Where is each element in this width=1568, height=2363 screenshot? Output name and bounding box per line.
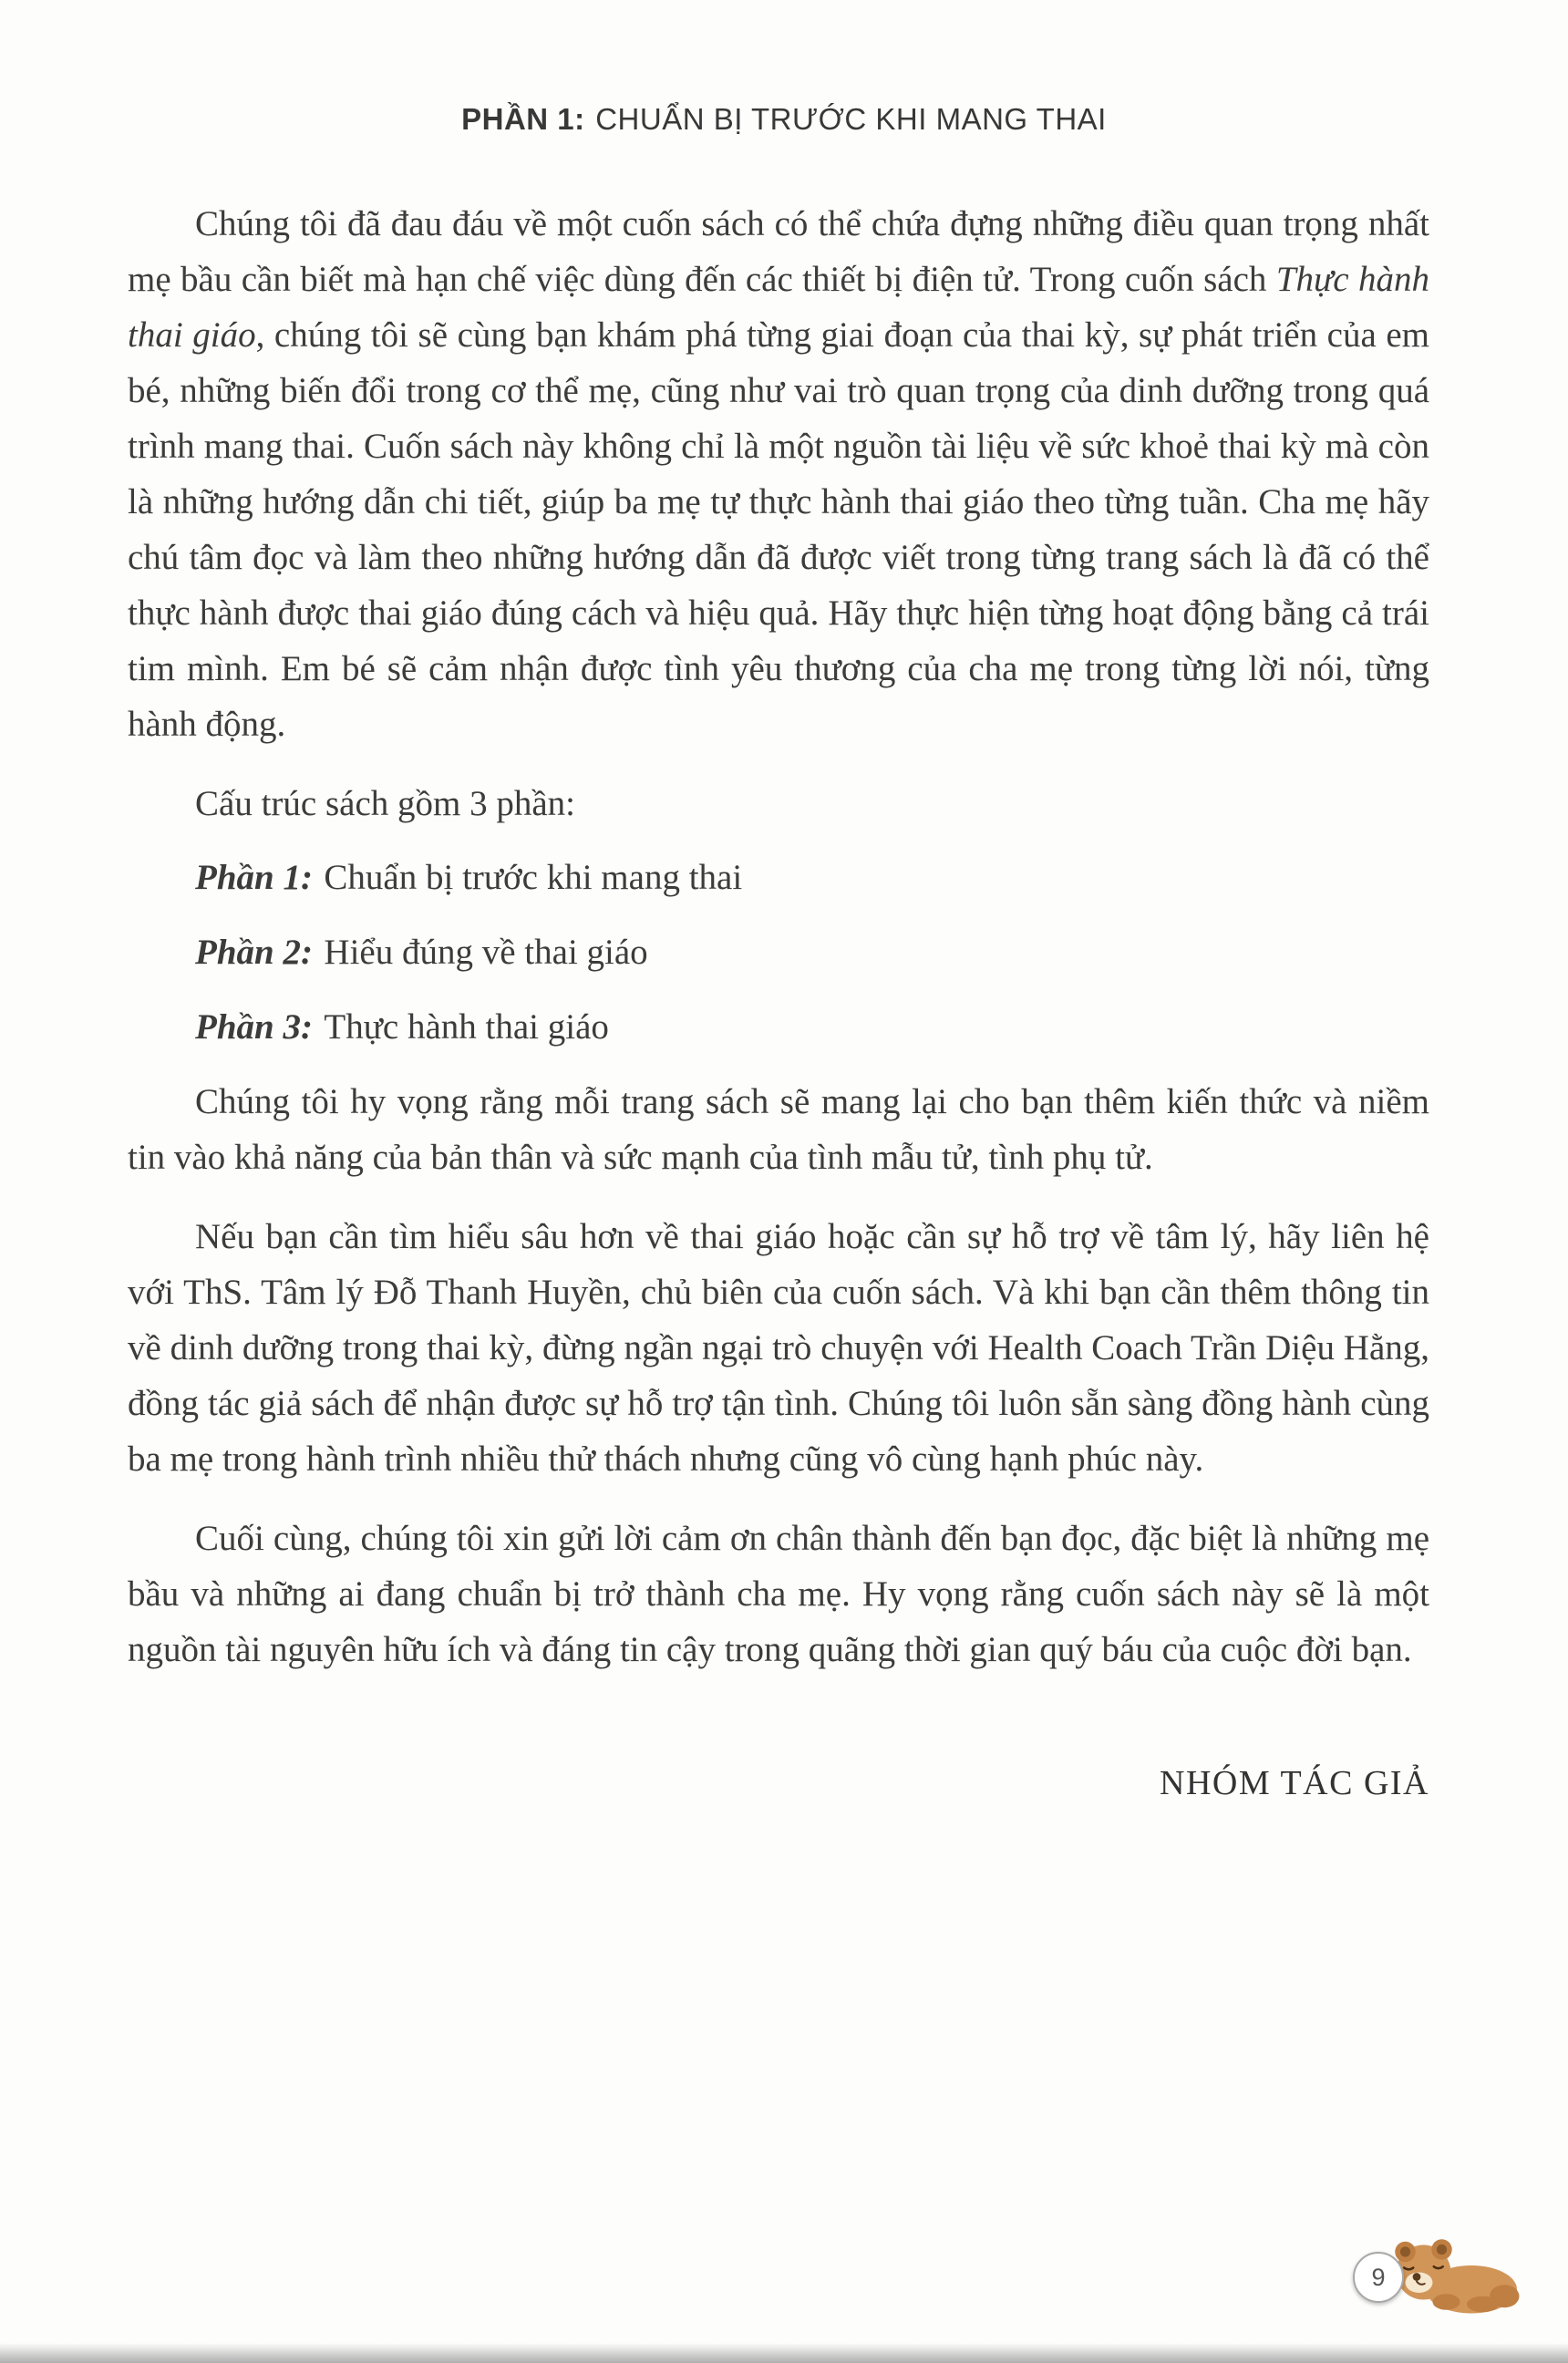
list-item-part-2: [128, 924, 1429, 980]
list-item-label: Phần 3:: [195, 1007, 313, 1047]
chapter-header-label: PHẦN 1:: [461, 102, 585, 136]
paragraph-structure-lead: Cấu trúc sách gồm 3 phần:: [195, 784, 575, 823]
list-item-text: Thực hành thai giáo: [324, 1007, 609, 1047]
paragraph-intro: [128, 196, 1429, 752]
list-item-part-1: [128, 850, 1429, 905]
list-item-label: Phần 2:: [195, 933, 313, 972]
list-item-text: Chuẩn bị trước khi mang thai: [324, 858, 743, 897]
paragraph-intro-segment-1: Chúng tôi đã đau đáu về một cuốn sách có thể chứa đựng những điều quan trọng nhất mẹ bầu cần biết mà hạn chế việc dùng đến các thiết bị điện tử. Trong cuốn sách: [128, 204, 1429, 299]
list-item-part-3: [128, 999, 1429, 1055]
paragraph-hope: Chúng tôi hy vọng rằng mỗi trang sách sẽ mang lại cho bạn thêm kiến thức và niềm tin vào khả năng của bản thân và sức mạnh của tình mẫu tử, tình phụ tử.: [128, 1082, 1429, 1177]
scan-shadow-edge: [0, 2343, 1568, 2363]
chapter-header: [0, 102, 1568, 137]
page-footer: [1353, 2224, 1526, 2316]
paragraph-thanks: Cuối cùng, chúng tôi xin gửi lời cảm ơn chân thành đến bạn đọc, đặc biệt là những mẹ bầu và những ai đang chuẩn bị trở thành cha mẹ. Hy vọng rằng cuốn sách này sẽ là một nguồn tài nguyên hữu ích và đáng tin cậy trong quãng thời gian quý báu của cuộc đời bạn.: [128, 1519, 1429, 1669]
chapter-header-title: CHUẨN BỊ TRƯỚC KHI MANG THAI: [595, 102, 1107, 136]
paragraph-intro-segment-2: , chúng tôi sẽ cùng bạn khám phá từng giai đoạn của thai kỳ, sự phát triển của em bé, những biến đổi trong cơ thể mẹ, cũng như vai trò quan trọng của dinh dưỡng trong quá trình mang thai. Cuốn sách này không chỉ là một nguồn tài liệu về sức khoẻ thai kỳ mà còn là những hướng dẫn chi tiết, giúp ba mẹ tự thực hành thai giáo theo từng tuần. Cha mẹ hãy chú tâm đọc và làm theo những hướng dẫn đã được viết trong từng trang sách là đã có thể thực hành được thai giáo đúng cách và hiệu quả. Hãy thực hiện từng hoạt động bằng cả trái tim mình. Em bé sẽ cảm nhận được tình yêu thương của cha mẹ trong từng lời nói, từng hành động.: [128, 315, 1429, 744]
page-content: [128, 196, 1429, 1811]
book-title-italic: Thực hành thai giáo: [128, 260, 1429, 355]
teddy-bear-icon: [1389, 2224, 1526, 2316]
page-number: 9: [1371, 2263, 1386, 2291]
author-signature: NHÓM TÁC GIẢ: [1160, 1764, 1429, 1802]
paragraph-contact: Nếu bạn cần tìm hiểu sâu hơn về thai giáo hoặc cần sự hỗ trợ về tâm lý, hãy liên hệ với ThS. Tâm lý Đỗ Thanh Huyền, chủ biên của cuốn sách. Và khi bạn cần thêm thông tin về dinh dưỡng trong thai kỳ, đừng ngần ngại trò chuyện với Health Coach Trần Diệu Hằng, đồng tác giả sách để nhận được sự hỗ trợ tận tình. Chúng tôi luôn sẵn sàng đồng hành cùng ba mẹ trong hành trình nhiều thử thách nhưng cũng vô cùng hạnh phúc này.: [128, 1217, 1429, 1479]
book-structure-list: [128, 850, 1429, 1055]
list-item-label: Phần 1:: [195, 858, 313, 897]
page-number-badge: [1353, 2252, 1404, 2303]
list-item-text: Hiểu đúng về thai giáo: [324, 933, 648, 972]
